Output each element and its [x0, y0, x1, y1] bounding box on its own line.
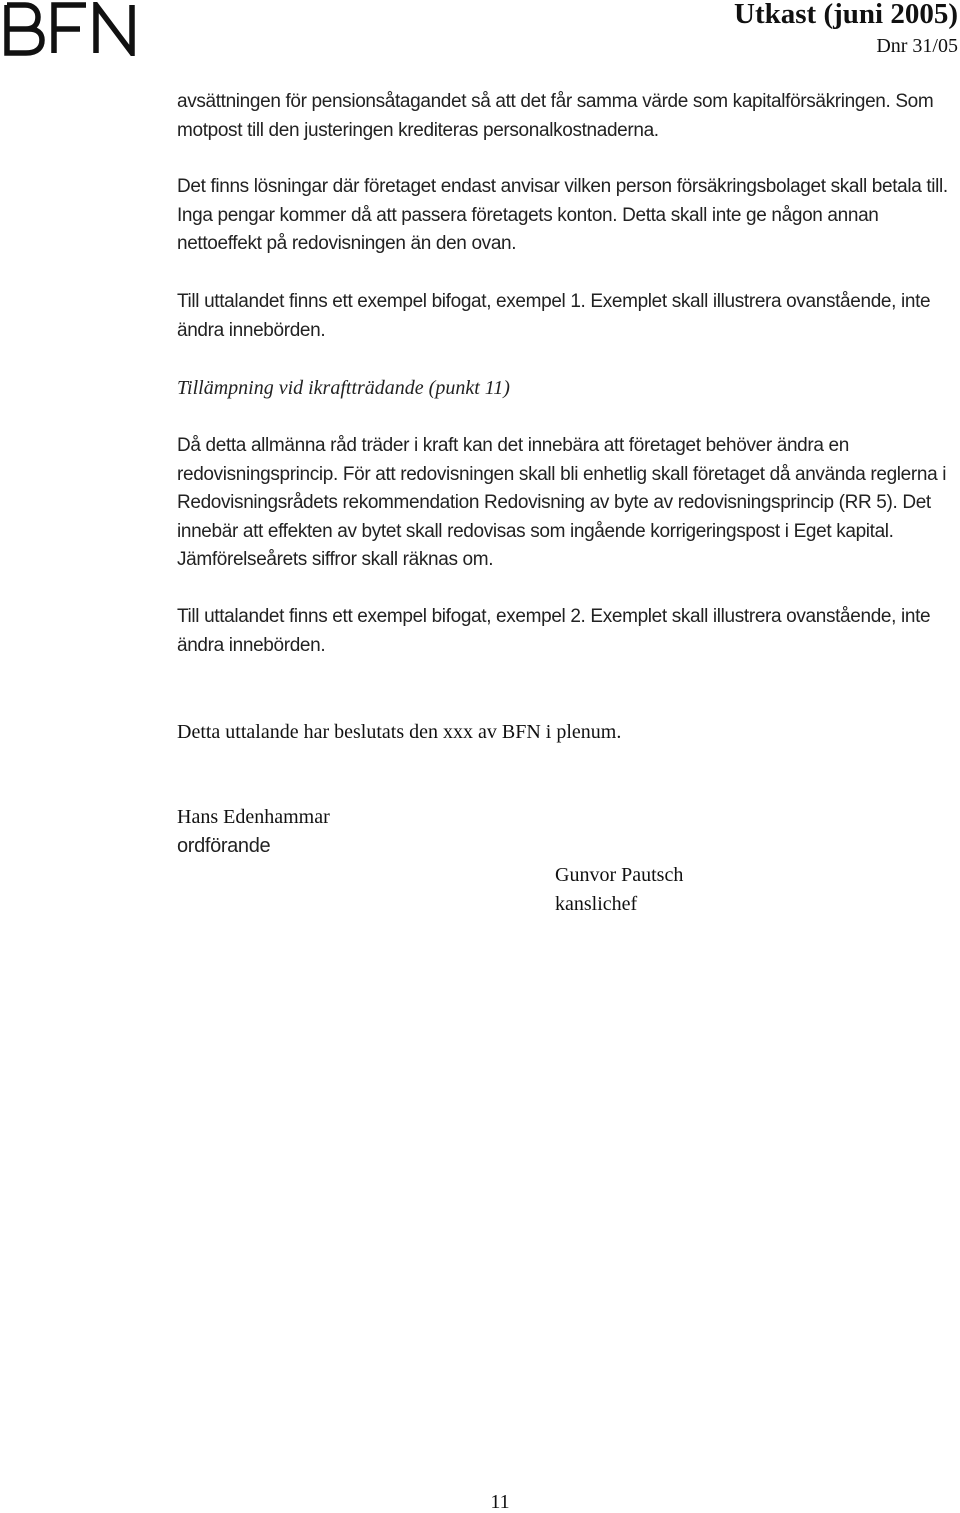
paragraph-transition-rules: Då detta allmänna råd träder i kraft kan det innebära att företaget behöver ändra en redovisningsprincip. För att redovisningen skall bli enhetlig skall företaget då använda reglerna i Redovisningsrådets rekommendation Redovisning av byte av redovisningsprincip (RR 5). Det innebär att effekten av bytet skall redovisas som ingående korrigeringspost i Eget kapital. Jämförelseårets siffror skall räknas om.	[177, 435, 947, 571]
paragraph-example-1-reference: Till uttalandet finns ett exempel bifogat, exempel 1. Exemplet skall illustrera ovanstående, inte ändra innebörden.	[177, 291, 931, 341]
signatory-chairman-name: Hans Edenhammar	[177, 806, 330, 828]
page-number: 11	[490, 1491, 510, 1513]
signatory-chairman-role: ordförande	[177, 835, 271, 857]
signatory-secretary-name: Gunvor Pautsch	[555, 864, 684, 886]
paragraph-pension-provision: avsättningen för pensionsåtagandet så att det får samma värde som kapitalförsäkringen. Som motpost till den justeringen krediteras personalkostnaderna.	[177, 91, 934, 141]
paragraph-payment-solutions: Det finns lösningar där företaget endast anvisar vilken person försäkringsbolaget skall betala till. Inga pengar kommer då att passera företagets konton. Detta skall inte ge någon annan nettoeffekt på redovisningen än den ovan.	[177, 176, 948, 255]
paragraph-decision-statement: Detta uttalande har beslutats den xxx av BFN i plenum.	[177, 721, 622, 743]
document-status-title: Utkast (juni 2005)	[734, 0, 958, 30]
bfn-logo	[4, 2, 138, 56]
document-reference-number: Dnr 31/05	[876, 35, 958, 57]
signatory-secretary-role: kanslichef	[555, 893, 638, 915]
section-heading-transition: Tillämpning vid ikraftträdande (punkt 11)	[177, 377, 510, 399]
paragraph-example-2-reference: Till uttalandet finns ett exempel bifogat, exempel 2. Exemplet skall illustrera ovanstående, inte ändra innebörden.	[177, 606, 931, 656]
